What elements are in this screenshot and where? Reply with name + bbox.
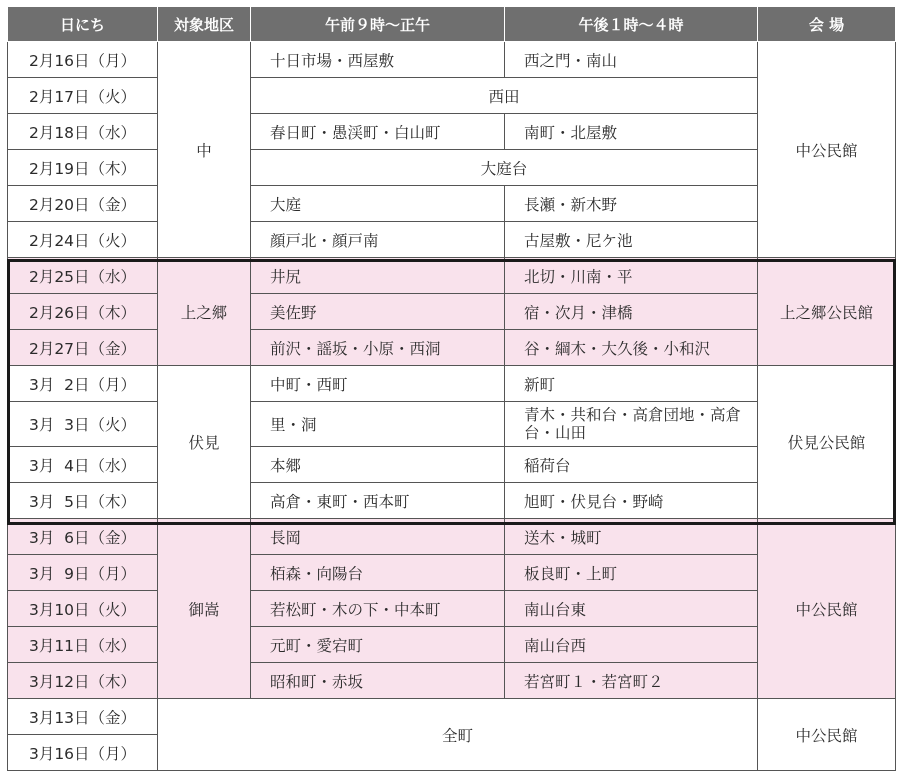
afternoon-cell: 南山台東 [505, 591, 758, 627]
afternoon-cell: 新町 [505, 366, 758, 402]
afternoon-cell: 青木・共和台・高倉団地・高倉台・山田 [505, 402, 758, 447]
morning-cell: 若松町・木の下・中本町 [251, 591, 505, 627]
date-cell: 2月18日（水） [8, 114, 158, 150]
allday-cell: 西田 [251, 78, 758, 114]
header-district: 対象地区 [158, 7, 251, 42]
date-cell: 3月11日（水） [8, 627, 158, 663]
date-cell: 2月27日（金） [8, 330, 158, 366]
date-cell: 2月25日（水） [8, 258, 158, 294]
afternoon-cell: 南町・北屋敷 [505, 114, 758, 150]
date-cell: 3月12日（木） [8, 663, 158, 699]
morning-cell: 美佐野 [251, 294, 505, 330]
header-date: 日にち [8, 7, 158, 42]
morning-cell: 大庭 [251, 186, 505, 222]
afternoon-cell: 長瀬・新木野 [505, 186, 758, 222]
morning-cell: 春日町・愚渓町・白山町 [251, 114, 505, 150]
table-row [8, 42, 896, 78]
morning-cell: 昭和町・赤坂 [251, 663, 505, 699]
date-cell: 3月 9日（月） [8, 555, 158, 591]
date-cell: 2月26日（木） [8, 294, 158, 330]
afternoon-cell: 送木・城町 [505, 519, 758, 555]
table-row [8, 258, 896, 294]
district-cell: 御嵩 [158, 519, 251, 699]
afternoon-cell: 若宮町１・若宮町２ [505, 663, 758, 699]
schedule-table [7, 6, 896, 771]
date-cell: 2月19日（木） [8, 150, 158, 186]
morning-cell: 井尻 [251, 258, 505, 294]
date-cell: 3月 2日（月） [8, 366, 158, 402]
district-cell: 上之郷 [158, 258, 251, 366]
venue-cell: 伏見公民館 [758, 366, 896, 519]
morning-cell: 長岡 [251, 519, 505, 555]
morning-cell: 顔戸北・顔戸南 [251, 222, 505, 258]
afternoon-cell: 谷・綱木・大久後・小和沢 [505, 330, 758, 366]
morning-cell: 栢森・向陽台 [251, 555, 505, 591]
afternoon-cell: 稲荷台 [505, 447, 758, 483]
all-town-cell: 全町 [158, 699, 758, 771]
morning-cell: 中町・西町 [251, 366, 505, 402]
date-cell: 3月 4日（水） [8, 447, 158, 483]
date-cell: 2月16日（月） [8, 42, 158, 78]
date-cell: 2月20日（金） [8, 186, 158, 222]
morning-cell: 本郷 [251, 447, 505, 483]
venue-cell: 中公民館 [758, 699, 896, 771]
venue-cell: 中公民館 [758, 519, 896, 699]
morning-cell: 高倉・東町・西本町 [251, 483, 505, 519]
district-cell: 伏見 [158, 366, 251, 519]
morning-cell: 元町・愛宕町 [251, 627, 505, 663]
morning-cell: 里・洞 [251, 402, 505, 447]
header-afternoon: 午後１時〜４時 [505, 7, 758, 42]
morning-cell: 十日市場・西屋敷 [251, 42, 505, 78]
afternoon-cell: 古屋敷・尼ケ池 [505, 222, 758, 258]
header-morning: 午前９時〜正午 [251, 7, 505, 42]
date-cell: 3月 6日（金） [8, 519, 158, 555]
afternoon-cell: 板良町・上町 [505, 555, 758, 591]
date-cell: 3月16日（月） [8, 735, 158, 771]
district-cell: 中 [158, 42, 251, 258]
afternoon-cell: 南山台西 [505, 627, 758, 663]
table-row [8, 366, 896, 402]
afternoon-cell: 旭町・伏見台・野崎 [505, 483, 758, 519]
venue-cell: 中公民館 [758, 42, 896, 258]
venue-cell: 上之郷公民館 [758, 258, 896, 366]
date-cell: 3月 5日（木） [8, 483, 158, 519]
date-cell: 3月 3日（火） [8, 402, 158, 447]
table-row [8, 519, 896, 555]
afternoon-cell: 宿・次月・津橋 [505, 294, 758, 330]
table-row [8, 699, 896, 735]
header-venue: 会 場 [758, 7, 896, 42]
date-cell: 3月13日（金） [8, 699, 158, 735]
allday-cell: 大庭台 [251, 150, 758, 186]
date-cell: 3月10日（火） [8, 591, 158, 627]
afternoon-cell: 北切・川南・平 [505, 258, 758, 294]
date-cell: 2月24日（火） [8, 222, 158, 258]
date-cell: 2月17日（火） [8, 78, 158, 114]
morning-cell: 前沢・謡坂・小原・西洞 [251, 330, 505, 366]
afternoon-cell: 西之門・南山 [505, 42, 758, 78]
header-row [8, 7, 896, 42]
